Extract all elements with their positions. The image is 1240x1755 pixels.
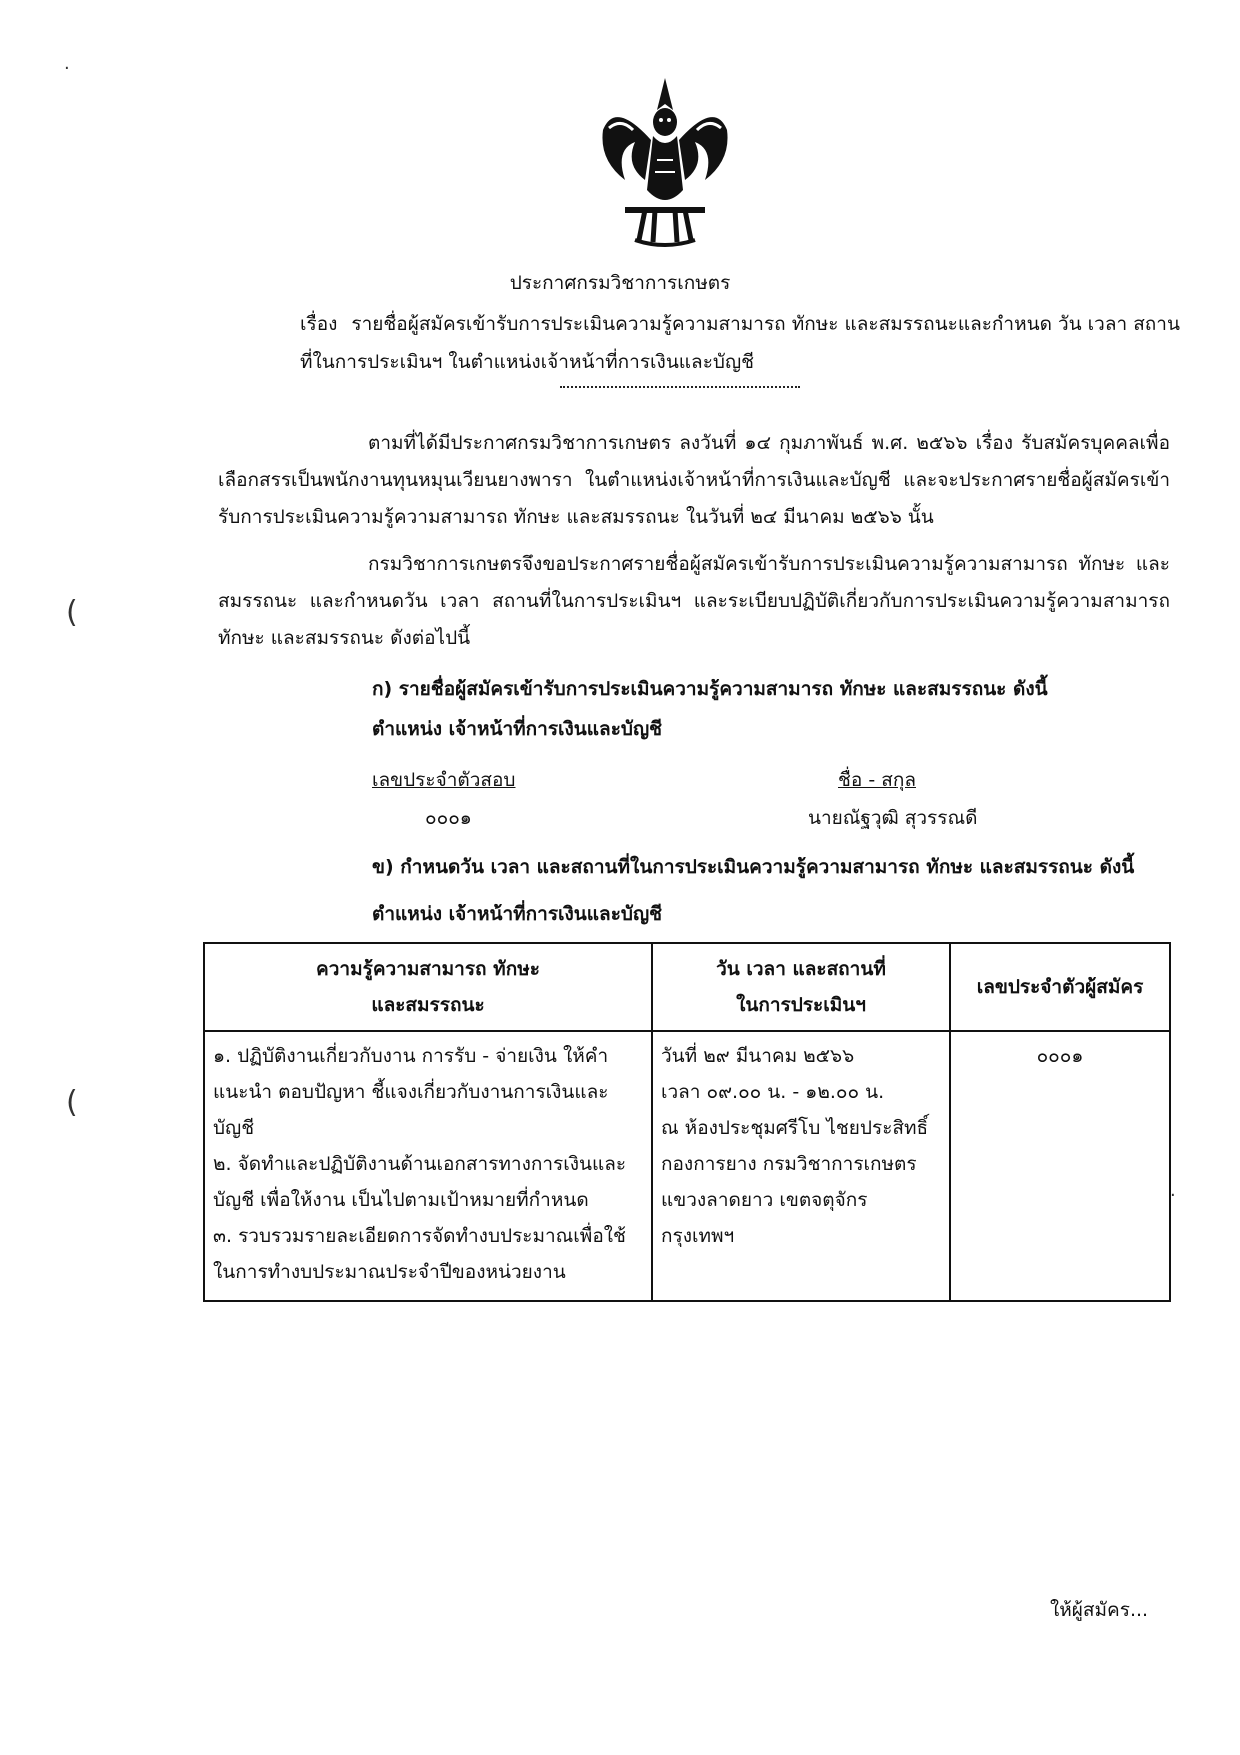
- applicant-exam-id: ๐๐๐๑: [425, 807, 472, 829]
- scan-mark: (: [66, 1085, 78, 1120]
- header-applicant-id-text: เลขประจำตัวผู้สมัคร: [976, 976, 1144, 998]
- duty-item: ๒. จัดทำและปฏิบัติงานด้านเอกสารทางการเงินและบัญชี เพื่อให้งาน เป็นไปตามเป้าหมายที่กำหนด: [213, 1153, 627, 1211]
- header-datetime-line-1: วัน เวลา และสถานที่: [716, 958, 886, 980]
- scan-mark: (: [66, 595, 78, 630]
- paragraph-1-text: ตามที่ได้มีประกาศกรมวิชาการเกษตร ลงวันที่ ๑๔ กุมภาพันธ์ พ.ศ. ๒๕๖๖ เรื่อง รับสมัครบุคคลเพื่อเลือกสรรเป็นพนักงานทุนหมุนเวียนยางพารา ในตำแหน่งเจ้าหน้าที่การเงินและบัญชี และจะประกาศรายชื่อผู้สมัครเข้ารับการประเมินความรู้ความสามารถ ทักษะ และสมรรถนะ ในวันที่ ๒๔ มีนาคม ๒๕๖๖ นั้น: [218, 432, 1170, 528]
- paragraph-2-text: กรมวิชาการเกษตรจึงขอประกาศรายชื่อผู้สมัครเข้ารับการประเมินความรู้ความสามารถ ทักษะ และสมรรถนะ และกำหนดวัน เวลา สถานที่ในการประเมินฯ และระเบียบปฏิบัติเกี่ยวกับการประเมินความรู้ความสามารถ ทักษะ และสมรรถนะ ดังต่อไปนี้: [218, 553, 1170, 649]
- schedule-room: ณ ห้องประชุมศรีโบ ไชยประสิทธิ์: [661, 1117, 929, 1139]
- schedule-date: วันที่ ๒๙ มีนาคม ๒๕๖๖: [661, 1045, 855, 1067]
- header-applicant-id: [950, 943, 1170, 1031]
- schedule-district: แขวงลาดยาว เขตจตุจักร: [661, 1189, 868, 1211]
- schedule-city: กรุงเทพฯ: [661, 1225, 735, 1247]
- dotted-divider: [560, 382, 800, 388]
- section-a-position: ตำแหน่ง เจ้าหน้าที่การเงินและบัญชี: [372, 718, 663, 740]
- section-b-heading: ข) กำหนดวัน เวลา และสถานที่ในการประเมินความรู้ความสามารถ ทักษะ และสมรรถนะ ดังนี้: [372, 856, 1135, 878]
- exam-id-column-header: เลขประจำตัวสอบ: [372, 769, 516, 791]
- paragraph-1: [218, 425, 1170, 536]
- schedule-table: [203, 942, 1171, 1302]
- table-header-row: [204, 943, 1170, 1031]
- schedule-time: เวลา ๐๙.๐๐ น. - ๑๒.๐๐ น.: [661, 1081, 885, 1103]
- continued-note: ให้ผู้สมัคร...: [1050, 1599, 1149, 1621]
- scan-mark: ·: [64, 58, 70, 79]
- applicant-id-value: ๐๐๐๑: [1036, 1045, 1084, 1067]
- header-datetime-place: [652, 943, 950, 1031]
- section-b-position: ตำแหน่ง เจ้าหน้าที่การเงินและบัญชี: [372, 903, 663, 925]
- applicant-name: นายณัฐวุฒิ สุวรรณดี: [808, 807, 978, 829]
- section-a-heading: ก) รายชื่อผู้สมัครเข้ารับการประเมินความรู้ความสามารถ ทักษะ และสมรรถนะ ดังนี้: [372, 678, 1048, 700]
- header-competency: [204, 943, 652, 1031]
- datetime-place-cell: [652, 1031, 950, 1301]
- announcement-title: ประกาศกรมวิชาการเกษตร: [509, 272, 731, 294]
- duty-item: ๓. รวบรวมรายละเอียดการจัดทำงบประมาณเพื่อใช้ในการทำงบประมาณประจำปีของหน่วยงาน: [213, 1225, 626, 1283]
- duties-cell: [204, 1031, 652, 1301]
- header-competency-line-1: ความรู้ความสามารถ ทักษะ: [316, 958, 540, 980]
- garuda-emblem: [595, 70, 735, 250]
- subject-text: รายชื่อผู้สมัครเข้ารับการประเมินความรู้ความสามารถ ทักษะ และสมรรถนะและกำหนด วัน เวลา สถานที่ในการประเมินฯ ในตำแหน่งเจ้าหน้าที่การเงินและบัญชี: [300, 313, 1180, 373]
- duty-item: ๑. ปฏิบัติงานเกี่ยวกับงาน การรับ - จ่ายเงิน ให้คำแนะนำ ตอบปัญหา ชี้แจงเกี่ยวกับงานการเงินและบัญชี: [213, 1045, 609, 1139]
- header-competency-line-2: และสมรรถนะ: [371, 994, 485, 1016]
- name-column-header: ชื่อ - สกุล: [838, 769, 916, 791]
- scan-mark: ·: [1170, 1185, 1176, 1206]
- table-row: [204, 1031, 1170, 1301]
- subject-label: เรื่อง: [300, 313, 338, 335]
- paragraph-2: [218, 546, 1170, 657]
- header-datetime-line-2: ในการประเมินฯ: [736, 994, 866, 1016]
- subject-block: [300, 305, 1180, 381]
- schedule-division: กองการยาง กรมวิชาการเกษตร: [661, 1153, 917, 1175]
- applicant-id-cell: [950, 1031, 1170, 1301]
